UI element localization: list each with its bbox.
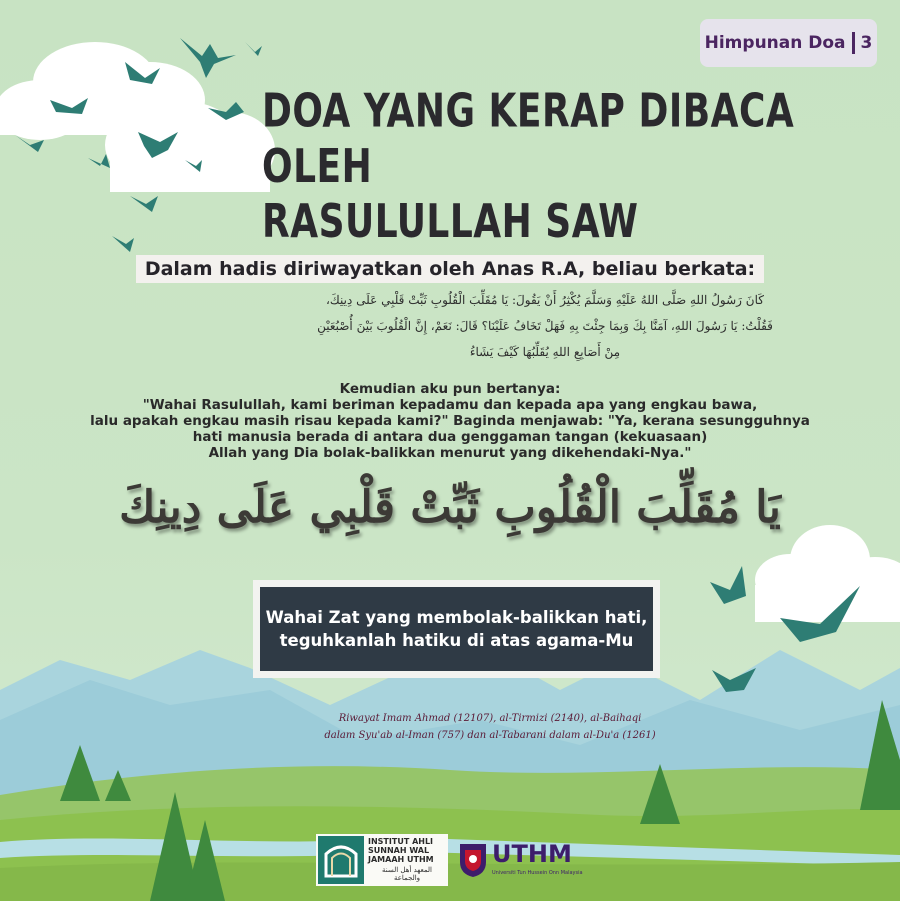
hill-foreground: [0, 862, 900, 901]
translation-line: Allah yang Dia bolak-balikkan menurut yang dikehendaki-Nya.": [208, 445, 692, 461]
hadith-source: [270, 710, 710, 744]
badge-divider: [852, 32, 855, 54]
source-line: dalam Syu'ab al-Iman (757) dan al-Tabarani dalam al-Du'a (1261): [324, 730, 656, 741]
hadith-arabic-line: مِنْ أَصَابِعِ اللهِ يُقَلِّبُهَا كَيْفَ يَشَاءُ: [469, 345, 621, 359]
translation-line: Kemudian aku pun bertanya:: [339, 381, 561, 397]
meaning-panel: [260, 587, 653, 671]
meaning-box: [253, 580, 660, 678]
series-number: 3: [860, 33, 873, 53]
series-label: Himpunan Doa: [704, 33, 846, 53]
meaning-line: teguhkanlah hatiku di atas agama-Mu: [279, 631, 634, 650]
hadith-translation: [0, 381, 900, 461]
intro-text: Dalam hadis diriwayatkan oleh Anas R.A, beliau berkata:: [136, 255, 764, 283]
hadith-arabic-line: كَانَ رَسُولُ اللهِ صَلَّى اللهُ عَلَيْهِ وَسَلَّمَ يُكْثِرُ أَنْ يَقُولَ: يَا مُقَلِّبَ الْقُلُوبِ ثَبِّتْ قَلْبِي عَلَى دِينِكَ،: [326, 293, 764, 307]
meaning-line: Wahai Zat yang membolak-balikkan hati,: [265, 608, 648, 627]
translation-line: hati manusia berada di antara dua genggaman tangan (kekuasaan): [192, 429, 708, 445]
cloud-cluster-right: [755, 525, 900, 622]
institute-emblem-icon: [318, 836, 364, 884]
institute-logo: [316, 834, 448, 886]
intro-banner: [0, 255, 900, 283]
title-line-1: DOA YANG KERAP DIBACA OLEH: [262, 85, 795, 194]
series-badge: [700, 19, 877, 67]
title-line-2: RASULULLAH SAW: [262, 195, 639, 249]
doa-arabic: يَا مُقَلِّبَ الْقُلُوبِ ثَبِّتْ قَلْبِي عَلَى دِينِكَ: [119, 482, 781, 533]
institute-arabic-name: المعهد أهل السنة والجماعة: [382, 866, 432, 882]
university-full-name: Universiti Tun Hussein Onn Malaysia: [492, 870, 583, 876]
hadith-arabic-line: فَقُلْتُ: يَا رَسُولَ اللهِ، آمَنَّا بِكَ وَبِمَا جِئْتَ بِهِ فَهَلْ تَخَافُ عَلَيْنَا؟ قَالَ: نَعَمْ، إِنَّ الْقُلُوبَ بَيْنَ أُصْبُعَيْنِ: [317, 319, 773, 333]
translation-line: lalu apakah engkau masih risau kepada kami?" Baginda menjawab: "Ya, kerana sesungguhnya: [90, 413, 810, 429]
university-wordmark: UTHM: [492, 840, 572, 868]
page-title: [262, 84, 822, 250]
institute-name: INSTITUT AHLI SUNNAH WAL JAMAAH UTHM: [368, 837, 434, 864]
translation-line: "Wahai Rasulullah, kami beriman kepadamu dan kepada apa yang engkau bawa,: [142, 397, 758, 413]
source-line: Riwayat Imam Ahmad (12107), al-Tirmizi (2140), al-Baihaqi: [338, 713, 642, 724]
university-logo: [458, 838, 586, 884]
university-crest-icon: [458, 842, 488, 878]
cloud-cluster-top-left: [0, 42, 275, 192]
